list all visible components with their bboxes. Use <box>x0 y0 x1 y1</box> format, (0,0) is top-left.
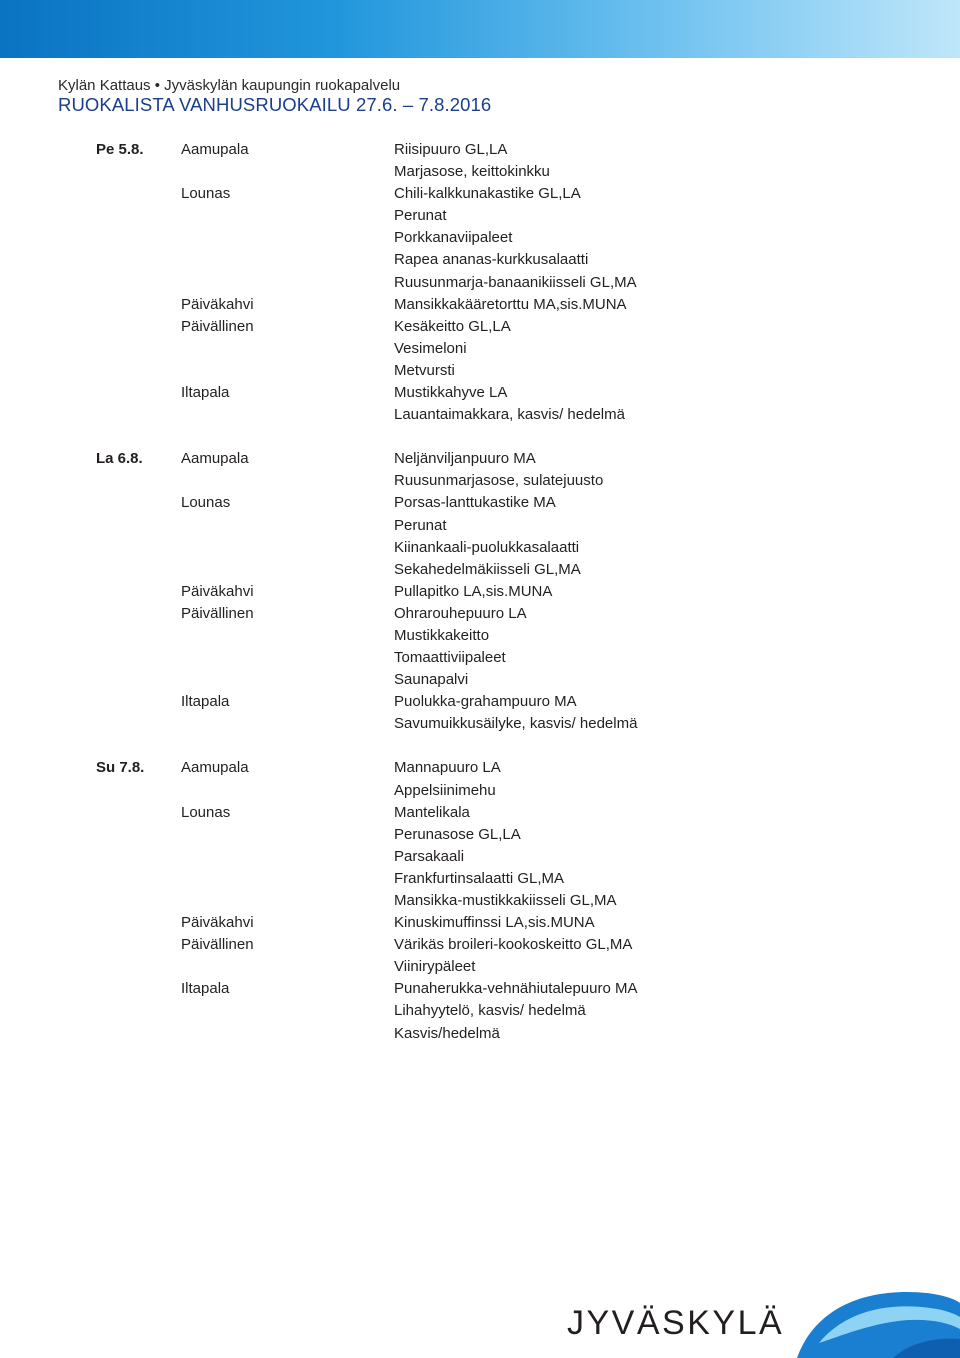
menu-row <box>0 912 960 934</box>
menu-row <box>0 205 960 227</box>
menu-row <box>0 492 960 514</box>
page-header <box>58 77 491 116</box>
menu-row <box>0 382 960 404</box>
dish-item: Porsas-lanttukastike MA <box>394 494 556 512</box>
menu-row <box>0 294 960 316</box>
menu-list <box>0 139 960 1067</box>
dish-item: Vesimeloni <box>394 339 467 357</box>
dish-item: Pullapitko LA,sis.MUNA <box>394 582 553 600</box>
menu-row <box>0 360 960 382</box>
dish-item: Mantelikala <box>394 803 470 821</box>
dish-item: Perunat <box>394 207 447 225</box>
menu-row <box>0 890 960 912</box>
meal-label: Aamupala <box>181 141 249 158</box>
dish-item: Mansikkakääretorttu MA,sis.MUNA <box>394 295 627 313</box>
meal-label: Aamupala <box>181 450 249 468</box>
dish-item: Ruusunmarjasose, sulatejuusto <box>394 472 604 490</box>
dish-item: Neljänviljanpuuro MA <box>394 450 536 468</box>
menu-row <box>0 846 960 868</box>
dish-item: Appelsiinimehu <box>394 781 496 799</box>
dish-item: Chili-kalkkunakastike GL,LA <box>394 185 581 203</box>
menu-row <box>0 625 960 647</box>
dish-item: Ohrarouhepuuro LA <box>394 604 527 622</box>
menu-row <box>0 581 960 603</box>
menu-row <box>0 470 960 492</box>
meal-label: Päivällinen <box>181 604 254 622</box>
menu-row <box>0 559 960 581</box>
meal-label: Iltapala <box>181 384 230 402</box>
dish-item: Mansikka-mustikkakiisseli GL,MA <box>394 892 617 909</box>
menu-row <box>0 757 960 779</box>
dish-item: Riisipuuro GL,LA <box>394 141 508 158</box>
logo-wordmark: JYVÄSKYLÄ <box>567 1304 785 1342</box>
dish-item: Lauantaimakkara, kasvis/ hedelmä <box>394 406 625 424</box>
dish-item: Frankfurtinsalaatti GL,MA <box>394 869 565 887</box>
dish-item: Sekahedelmäkiisseli GL,MA <box>394 560 581 578</box>
menu-row <box>0 227 960 249</box>
dish-item: Porkkanaviipaleet <box>394 229 513 247</box>
menu-row <box>0 780 960 802</box>
menu-row <box>0 448 960 470</box>
dish-item: Marjasose, keittokinkku <box>394 163 550 181</box>
meal-label: Päiväkahvi <box>181 914 254 932</box>
meal-label: Päiväkahvi <box>181 582 254 600</box>
menu-row <box>0 272 960 294</box>
dish-item: Kinuskimuffinssi LA,sis.MUNA <box>394 914 595 932</box>
dish-item: Mustikkahyve LA <box>394 384 508 402</box>
menu-row <box>0 647 960 669</box>
meal-label: Lounas <box>181 494 231 512</box>
menu-row <box>0 1000 960 1022</box>
dish-item: Savumuikkusäilyke, kasvis/ hedelmä <box>394 715 638 733</box>
dish-item: Puolukka-grahampuuro MA <box>394 693 577 711</box>
menu-row <box>0 669 960 691</box>
meal-label: Aamupala <box>181 759 249 777</box>
menu-row <box>0 249 960 271</box>
day-block <box>0 448 960 735</box>
day-block <box>0 757 960 1044</box>
dish-item: Parsakaali <box>394 847 465 865</box>
menu-row <box>0 183 960 205</box>
meal-label: Päivällinen <box>181 317 254 335</box>
day-block <box>0 139 960 426</box>
menu-row <box>0 934 960 956</box>
menu-row <box>0 1023 960 1045</box>
meal-label: Päivällinen <box>181 936 254 954</box>
meal-label: Iltapala <box>181 980 230 998</box>
meal-label: Lounas <box>181 803 231 821</box>
menu-row <box>0 161 960 183</box>
jyvaskyla-logo <box>567 1285 960 1358</box>
menu-row <box>0 691 960 713</box>
menu-row <box>0 139 960 161</box>
dish-item: Perunasose GL,LA <box>394 825 521 843</box>
day-label: La 6.8. <box>96 450 143 468</box>
top-color-band <box>0 0 960 58</box>
dish-item: Mustikkakeitto <box>394 626 490 644</box>
menu-row <box>0 713 960 735</box>
meal-label: Lounas <box>181 185 231 203</box>
menu-row <box>0 404 960 426</box>
menu-row <box>0 868 960 890</box>
menu-row <box>0 978 960 1000</box>
dish-item: Tomaattiviipaleet <box>394 649 506 667</box>
dish-item: Kiinankaali-puolukkasalaatti <box>394 538 580 556</box>
menu-row <box>0 316 960 338</box>
dish-item: Mannapuuro LA <box>394 759 501 777</box>
menu-row <box>0 537 960 559</box>
menu-row <box>0 956 960 978</box>
menu-row <box>0 338 960 360</box>
dish-item: Rapea ananas-kurkkusalaatti <box>394 251 589 269</box>
dish-item: Kesäkeitto GL,LA <box>394 317 511 335</box>
dish-item: Värikäs broileri-kookoskeitto GL,MA <box>394 936 633 954</box>
meal-label: Päiväkahvi <box>181 295 254 313</box>
dish-item: Viinirypäleet <box>394 958 476 976</box>
dish-item: Kasvis/hedelmä <box>394 1024 500 1042</box>
jyvaskyla-wave-logo-icon <box>797 1285 960 1358</box>
dish-item: Perunat <box>394 516 447 534</box>
dish-item: Punaherukka-vehnähiutalepuuro MA <box>394 980 638 998</box>
dish-item: Metvursti <box>394 361 455 379</box>
organization-line: Kylän Kattaus • Jyväskylän kaupungin ruokapalvelu <box>58 77 401 94</box>
dish-item: Saunapalvi <box>394 671 469 689</box>
menu-row <box>0 515 960 537</box>
dish-item: Ruusunmarja-banaanikiisseli GL,MA <box>394 273 637 291</box>
day-label: Su 7.8. <box>96 759 145 777</box>
day-label: Pe 5.8. <box>96 141 144 158</box>
menu-row <box>0 824 960 846</box>
meal-label: Iltapala <box>181 693 230 711</box>
menu-row <box>0 802 960 824</box>
page-title: RUOKALISTA VANHUSRUOKAILU 27.6. – 7.8.2016 <box>58 94 492 115</box>
dish-item: Lihahyytelö, kasvis/ hedelmä <box>394 1002 586 1020</box>
menu-row <box>0 603 960 625</box>
